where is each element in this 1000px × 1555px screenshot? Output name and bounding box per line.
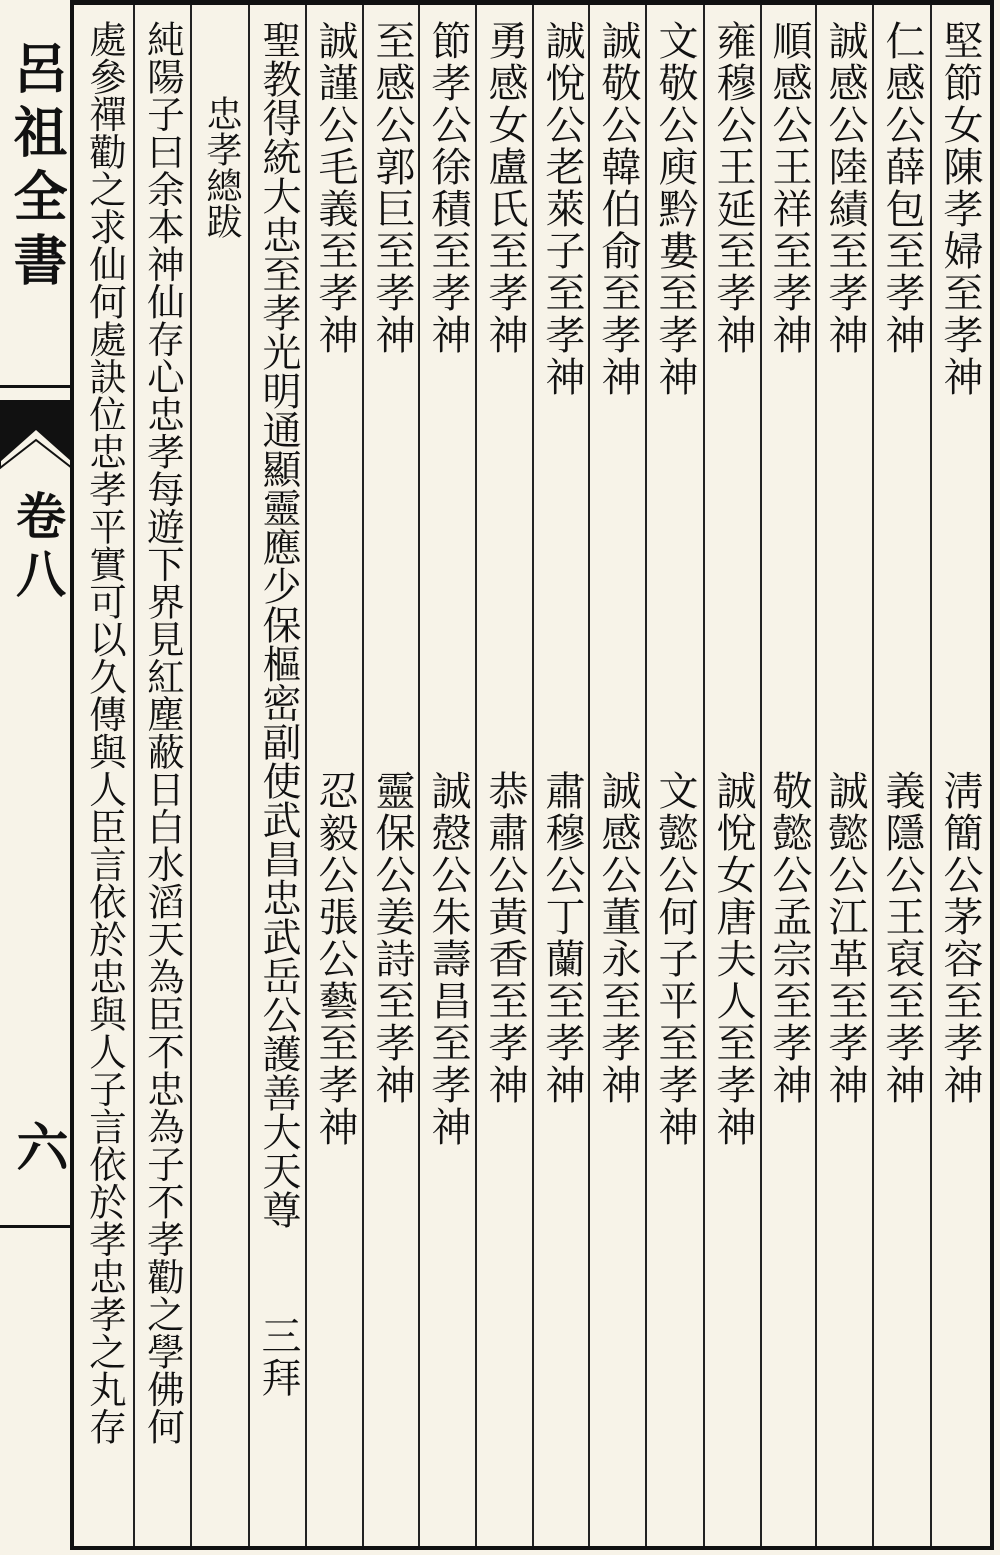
deity-entry: 誠感公陸績至孝神 [822,20,868,356]
deity-entry: 節孝公徐積至孝神 [425,20,471,356]
deity-entry: 靈保公姜詩至孝神 [369,770,415,1106]
margin-divider [0,1225,72,1228]
invocation-text: 聖教得統大忠至孝光明通顯靈應少保樞密副使武昌忠武岳公護善大天尊 [256,20,301,1229]
deity-entry: 誠謹公毛義至孝神 [312,20,358,356]
deity-entry: 雍穆公王延至孝神 [710,20,756,356]
deity-entry: 文懿公何子平至孝神 [652,770,698,1148]
deity-entry: 勇感女盧氏至孝神 [482,20,528,356]
deity-entry: 肅穆公丁蘭至孝神 [539,770,585,1106]
deity-entry: 恭肅公黃香至孝神 [482,770,528,1106]
passage-line: 純陽子曰余本神仙存心忠孝每遊下界見紅塵蔽日白水滔天為臣不忠為子不孝勸之學佛何 [141,20,185,1445]
deity-entry: 堅節女陳孝婦至孝神 [937,20,983,398]
deity-entry: 誠慤公朱壽昌至孝神 [425,770,471,1148]
book-title: 呂祖全書 [5,40,69,296]
deity-entry: 淸簡公茅容至孝神 [937,770,983,1106]
deity-entry: 義隱公王裒至孝神 [879,770,925,1106]
deity-entry: 誠悅女唐夫人至孝神 [710,770,756,1148]
deity-entry: 仁感公薛包至孝神 [879,20,925,356]
fishtail-mark-icon [0,400,72,472]
page-border-bottom [70,1546,992,1550]
deity-entry: 誠悅公老萊子至孝神 [539,20,585,398]
deity-entry: 敬懿公孟宗至孝神 [766,770,812,1106]
deity-entry: 順感公王祥至孝神 [766,20,812,356]
deity-entry: 至感公郭巨至孝神 [369,20,415,356]
page-border-right [990,0,994,1550]
page-border-left [70,0,74,1550]
section-heading: 忠孝總跋 [201,95,242,239]
deity-entry: 忍毅公張公藝至孝神 [312,770,358,1148]
volume-label: 卷八 [8,490,67,606]
margin-divider [0,385,72,388]
deity-entry: 誠敬公韓伯俞至孝神 [595,20,641,398]
page-number: 六 [7,1120,68,1172]
page-border-top [70,0,992,5]
passage-line: 處參禪勸之求仙何處訣位忠孝平實可以久傳與人臣言依於忠與人子言依於孝忠孝之丸存 [83,20,127,1445]
deity-entry: 誠懿公江革至孝神 [822,770,868,1106]
bai-label: 三拜 [255,1315,301,1399]
deity-entry: 文敬公庾黔婁至孝神 [652,20,698,398]
deity-entry: 誠感公董永至孝神 [595,770,641,1106]
